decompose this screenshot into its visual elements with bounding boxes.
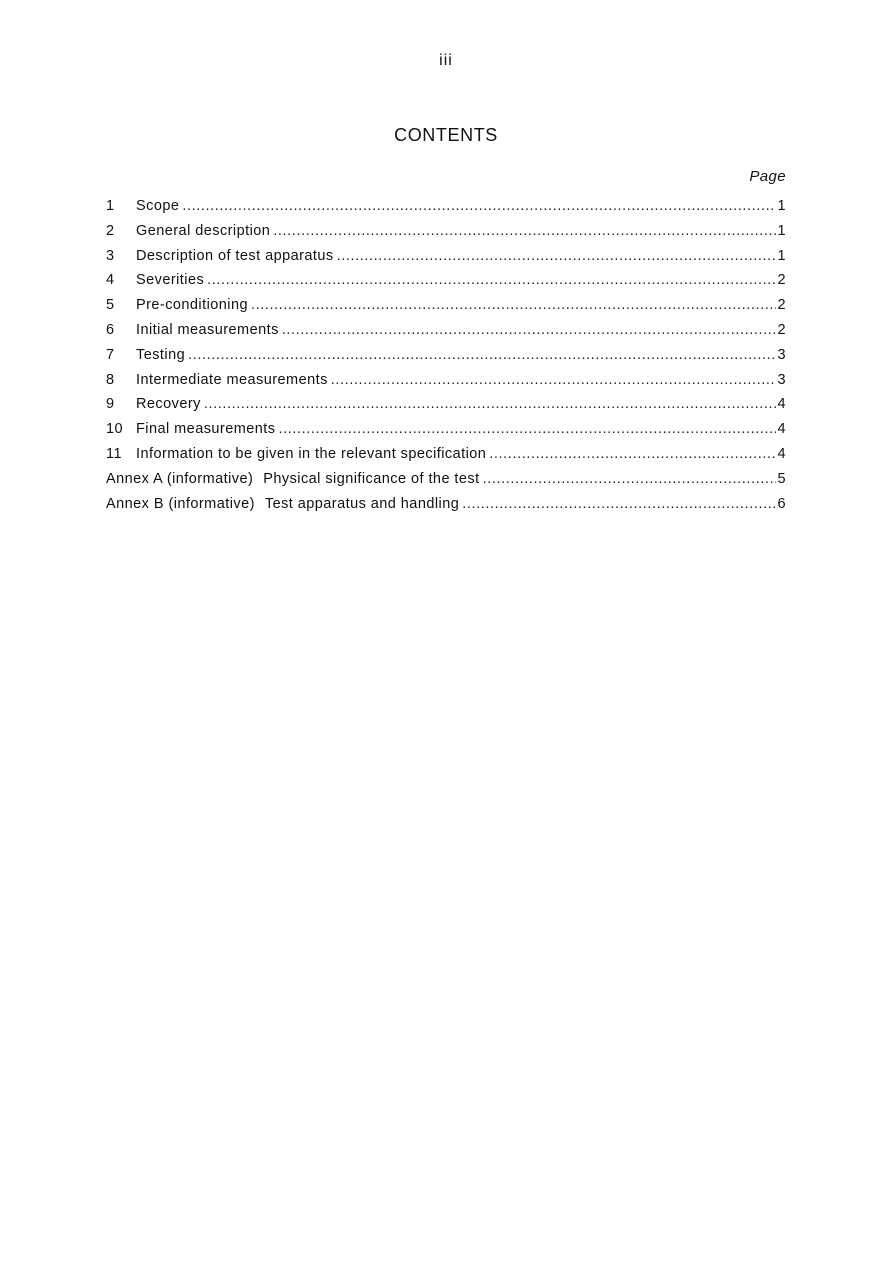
toc-entry-label: Pre-conditioning [136,297,248,314]
toc-entry-page: 6 [777,495,786,512]
toc-entry-label: Recovery [136,396,201,413]
toc-entry-scope[interactable] [106,198,786,223]
toc-dot-leader [188,347,776,363]
toc-entry-number: 8 [106,371,115,388]
toc-annex-prefix: Annex B (informative) [106,495,255,512]
toc-entry-number: 11 [106,445,122,462]
page-column-label: Page [749,168,786,185]
page-title: CONTENTS [394,125,498,145]
toc-entry-severities[interactable] [106,272,786,297]
toc-entry-page: 5 [777,470,786,487]
toc-dot-leader [483,471,777,487]
toc-entry-page: 2 [777,297,786,314]
toc-entry-annex-a[interactable] [106,471,786,496]
toc-entry-page: 3 [777,371,786,388]
toc-entry-number: 1 [106,198,115,214]
toc-entry-number: 4 [106,272,115,289]
toc-entry-label: Testing [136,346,186,363]
toc-dot-leader [251,297,776,313]
toc-entry-number: 9 [106,396,115,413]
toc-dot-leader [462,496,776,512]
toc-dot-leader [337,248,777,264]
toc-entry-page: 4 [777,445,786,462]
toc-entry-label: Final measurements [136,421,276,438]
toc-entry-number: 2 [106,222,115,239]
toc-entry-page: 3 [777,346,786,363]
toc-dot-leader [182,198,776,214]
toc-entry-page: 1 [777,222,786,239]
toc-entry-final-measurements[interactable] [106,421,786,446]
toc-entry-initial-measurements[interactable] [106,322,786,347]
toc-dot-leader [204,396,777,412]
toc-entry-intermediate-measurements[interactable] [106,372,786,397]
toc-entry-label: Scope [136,198,180,214]
toc-entry-label: General description [136,222,271,239]
toc-entry-information-relevant-specification[interactable] [106,446,786,471]
toc-entry-label: Description of test apparatus [136,247,334,264]
toc-entry-label: Physical significance of the test [263,470,480,487]
toc-entry-testing[interactable] [106,347,786,372]
toc-entry-page: 4 [777,421,786,438]
toc-dot-leader [489,446,776,462]
toc-dot-leader [273,223,776,239]
toc-entry-description-of-test-apparatus[interactable] [106,248,786,273]
page-number: iii [439,52,453,69]
toc-entry-number: 10 [106,421,124,438]
toc-entry-pre-conditioning[interactable] [106,297,786,322]
toc-entry-number: 3 [106,247,115,264]
toc-entry-label: Severities [136,272,205,289]
toc-entry-number: 7 [106,346,115,363]
toc-entry-label: Information to be given in the relevant specification [136,445,487,462]
toc-entry-number: 5 [106,297,115,314]
toc-entry-page: 1 [777,198,786,214]
toc-entry-number: 6 [106,321,115,338]
toc-entry-page: 1 [777,247,786,264]
toc-annex-prefix: Annex A (informative) [106,470,254,487]
toc-entry-page: 2 [777,272,786,289]
toc-entry-page: 4 [777,396,786,413]
toc-entry-annex-b[interactable] [106,496,786,521]
toc-dot-leader [331,372,777,388]
toc-entry-recovery[interactable] [106,396,786,421]
toc-dot-leader [282,322,777,338]
toc-entry-label: Test apparatus and handling [264,495,460,512]
table-of-contents [106,198,786,520]
toc-entry-general-description[interactable] [106,223,786,248]
toc-dot-leader [207,272,776,288]
toc-entry-label: Intermediate measurements [136,371,328,388]
toc-dot-leader [278,421,776,437]
toc-entry-page: 2 [777,321,786,338]
toc-entry-label: Initial measurements [136,321,279,338]
